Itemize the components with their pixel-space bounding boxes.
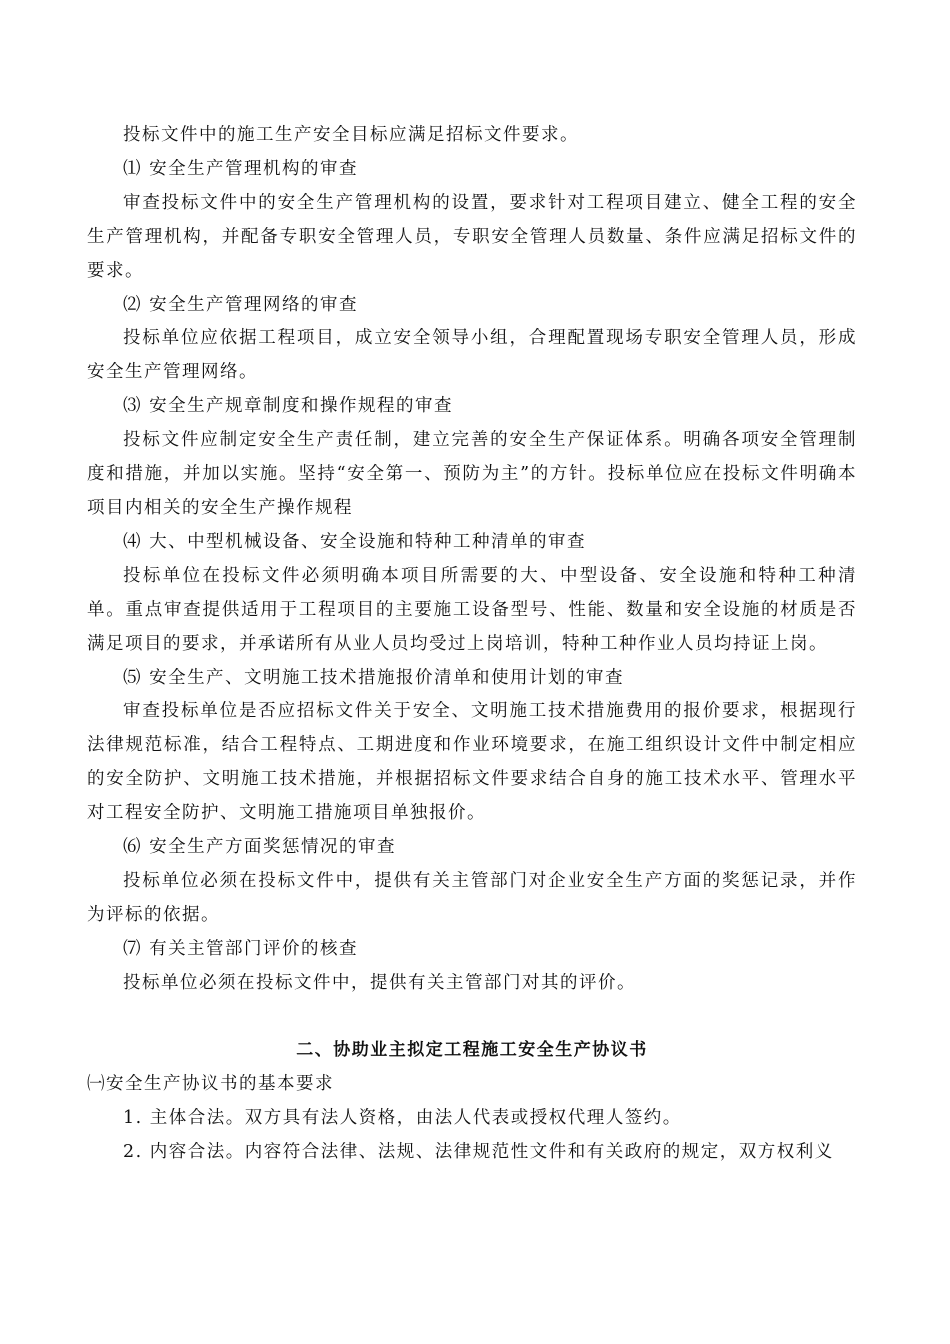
subsection-heading: ⑸ 安全生产、文明施工技术措施报价清单和使用计划的审查 — [123, 667, 625, 688]
subsection-heading: ⑶ 安全生产规章制度和操作规程的审查 — [123, 396, 454, 417]
paragraph: 投标单位必须在投标文件中，提供有关主管部门对其的评价。 — [123, 972, 636, 993]
list-item: 1. 主体合法。双方具有法人资格，由法人代表或授权代理人签约。 — [123, 1108, 682, 1129]
paragraph: 投标单位在投标文件必须明确本项目所需要的大、中型设备、安全设施和特种工种清单。重点审查提供适用于工程项目的主要施工设备型号、性能、数量和安全设施的材质是否满足项目的要求，并承诺所有从业人员均受过上岗培训，特种工种作业人员均持证上岗。 — [87, 565, 857, 654]
subsection-heading: ⑹ 安全生产方面奖惩情况的审查 — [123, 837, 397, 858]
subsection-heading: ⑺ 有关主管部门评价的核查 — [123, 938, 359, 959]
subsection-heading: ⑴ 安全生产管理机构的审查 — [123, 158, 359, 179]
list-item: 2. 内容合法。内容符合法律、法规、法律规范性文件和有关政府的规定，双方权利义 — [123, 1142, 834, 1163]
paragraph: 投标单位必须在投标文件中，提供有关主管部门对企业安全生产方面的奖惩记录，并作为评标的依据。 — [87, 870, 857, 925]
paragraph: 审查投标单位是否应招标文件关于安全、文明施工技术措施费用的报价要求，根据现行法律规范标准，结合工程特点、工期进度和作业环境要求，在施工组织设计文件中制定相应的安全防护、文明施工技术措施，并根据招标文件要求结合自身的施工技术水平、管理水平对工程安全防护、文明施工措施项目单独报价。 — [87, 701, 857, 824]
paragraph: 投标单位应依据工程项目，成立安全领导小组，合理配置现场专职安全管理人员，形成安全生产管理网络。 — [87, 328, 857, 383]
paragraph: 投标文件中的施工生产安全目标应满足招标文件要求。 — [123, 125, 579, 145]
subsection-heading: ⑵ 安全生产管理网络的审查 — [123, 294, 359, 315]
section-heading: 二、协助业主拟定工程施工安全生产协议书 — [296, 1040, 648, 1061]
document-body — [87, 119, 857, 1170]
subsection-heading: ⑷ 大、中型机械设备、安全设施和特种工种清单的审查 — [123, 531, 587, 552]
subsection-heading: ㈠安全生产协议书的基本要求 — [87, 1074, 334, 1095]
paragraph: 审查投标文件中的安全生产管理机构的设置，要求针对工程项目建立、健全工程的安全生产管理机构，并配备专职安全管理人员，专职安全管理人员数量、条件应满足招标文件的要求。 — [87, 192, 857, 281]
paragraph: 投标文件应制定安全生产责任制，建立完善的安全生产保证体系。明确各项安全管理制度和措施，并加以实施。坚持“安全第一、预防为主”的方针。投标单位应在投标文件明确本项目内相关的安全生产操作规程 — [87, 430, 857, 518]
